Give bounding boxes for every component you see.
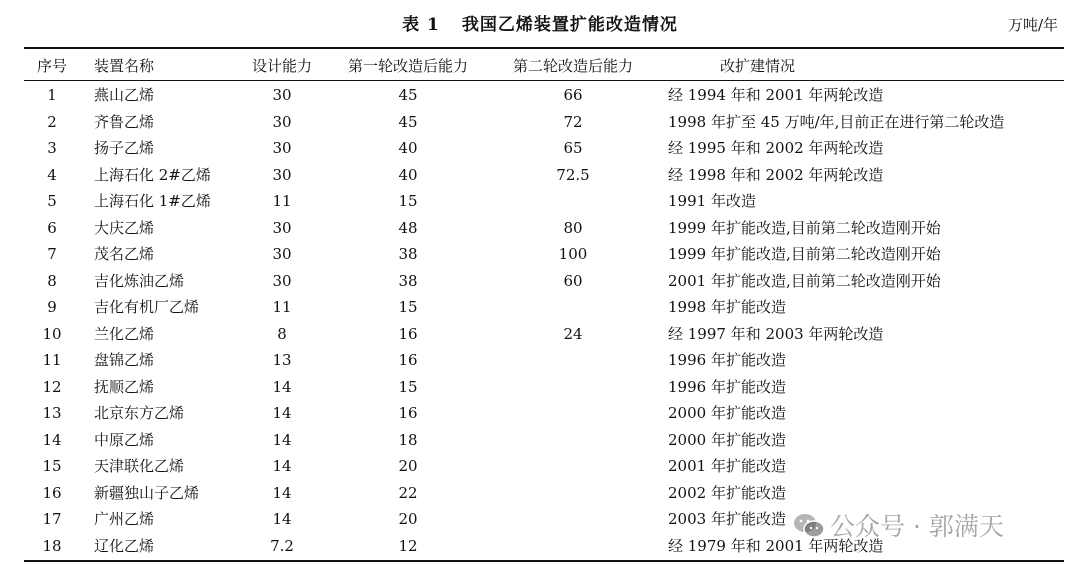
row-capacity: 13 bbox=[272, 351, 292, 369]
row-round2: 60 bbox=[563, 271, 583, 290]
row-index: 6 bbox=[47, 218, 57, 237]
row-note: 经 1979 年和 2001 年两轮改造 bbox=[668, 536, 884, 555]
row-capacity: 30 bbox=[272, 86, 292, 104]
table-row bbox=[0, 480, 1080, 506]
row-round1: 38 bbox=[398, 245, 418, 263]
row-capacity: 14 bbox=[272, 483, 292, 502]
table-row bbox=[0, 268, 1080, 294]
row-note: 1999 年扩能改造,目前第二轮改造刚开始 bbox=[668, 245, 941, 263]
row-note: 1998 年扩能改造 bbox=[668, 298, 786, 316]
row-index: 15 bbox=[42, 457, 62, 475]
row-note: 1999 年扩能改造,目前第二轮改造刚开始 bbox=[668, 218, 941, 237]
row-round1: 22 bbox=[398, 483, 418, 502]
row-note: 1991 年改造 bbox=[668, 192, 756, 210]
row-name: 吉化有机厂乙烯 bbox=[94, 298, 200, 316]
table-header bbox=[0, 53, 1080, 79]
row-index: 2 bbox=[47, 112, 57, 131]
row-round1: 15 bbox=[398, 298, 418, 316]
row-name: 茂名乙烯 bbox=[94, 245, 155, 263]
row-note: 经 1995 年和 2002 年两轮改造 bbox=[668, 139, 884, 157]
row-name: 盘锦乙烯 bbox=[94, 351, 155, 369]
row-index: 16 bbox=[42, 483, 62, 502]
row-index: 10 bbox=[42, 324, 62, 343]
watermark bbox=[792, 510, 1004, 544]
row-name: 辽化乙烯 bbox=[94, 536, 155, 555]
row-note: 2001 年扩能改造 bbox=[668, 457, 786, 475]
table-row bbox=[0, 162, 1080, 188]
row-name: 扬子乙烯 bbox=[94, 139, 155, 157]
row-capacity: 30 bbox=[272, 218, 292, 237]
row-capacity: 11 bbox=[272, 192, 292, 210]
table-row bbox=[0, 135, 1080, 161]
row-round2: 72 bbox=[563, 112, 583, 131]
row-index: 5 bbox=[47, 192, 57, 210]
row-round1: 12 bbox=[398, 536, 418, 555]
row-capacity: 30 bbox=[272, 112, 292, 131]
row-name: 天津联化乙烯 bbox=[94, 457, 185, 475]
row-round1: 45 bbox=[398, 112, 418, 131]
row-index: 9 bbox=[47, 298, 57, 316]
row-note: 1996 年扩能改造 bbox=[668, 351, 786, 369]
table-row bbox=[0, 427, 1080, 453]
row-name: 上海石化 2#乙烯 bbox=[94, 165, 211, 184]
header-note: 改扩建情况 bbox=[720, 57, 796, 75]
row-note: 2001 年扩能改造,目前第二轮改造刚开始 bbox=[668, 271, 941, 290]
row-note: 2000 年扩能改造 bbox=[668, 430, 786, 449]
row-note: 1996 年扩能改造 bbox=[668, 377, 786, 396]
header-name: 装置名称 bbox=[94, 57, 155, 75]
row-capacity: 7.2 bbox=[270, 536, 294, 555]
row-round1: 48 bbox=[398, 218, 418, 237]
table-caption: 我国乙烯装置扩能改造情况 bbox=[461, 15, 678, 35]
row-round1: 45 bbox=[398, 86, 418, 104]
row-index: 17 bbox=[42, 510, 62, 528]
top-rule bbox=[24, 47, 1064, 49]
row-index: 18 bbox=[42, 536, 62, 555]
row-note: 经 1998 年和 2002 年两轮改造 bbox=[668, 165, 884, 184]
row-index: 3 bbox=[47, 139, 57, 157]
header-rule bbox=[24, 80, 1064, 81]
table-row bbox=[0, 321, 1080, 347]
table-row bbox=[0, 453, 1080, 479]
row-name: 广州乙烯 bbox=[94, 510, 155, 528]
row-capacity: 11 bbox=[272, 298, 292, 316]
row-round1: 18 bbox=[398, 430, 418, 449]
row-round2: 66 bbox=[563, 86, 583, 104]
header-capacity: 设计能力 bbox=[251, 57, 312, 75]
watermark-text: 公众号 · 郭满天 bbox=[830, 512, 1004, 541]
table-row bbox=[0, 215, 1080, 241]
row-capacity: 14 bbox=[272, 404, 292, 422]
table-title bbox=[0, 10, 1080, 35]
row-name: 新疆独山子乙烯 bbox=[94, 483, 200, 502]
row-capacity: 14 bbox=[272, 457, 292, 475]
row-capacity: 30 bbox=[272, 271, 292, 290]
bottom-rule bbox=[24, 560, 1064, 562]
row-capacity: 30 bbox=[272, 139, 292, 157]
row-capacity: 8 bbox=[277, 324, 287, 343]
row-round1: 16 bbox=[398, 324, 418, 343]
row-name: 中原乙烯 bbox=[94, 430, 155, 449]
table-row bbox=[0, 400, 1080, 426]
row-round1: 40 bbox=[398, 165, 418, 184]
row-capacity: 30 bbox=[272, 165, 292, 184]
row-round2: 80 bbox=[563, 218, 583, 237]
row-index: 11 bbox=[42, 351, 62, 369]
row-round1: 15 bbox=[398, 192, 418, 210]
row-name: 大庆乙烯 bbox=[94, 218, 155, 237]
row-note: 经 1997 年和 2003 年两轮改造 bbox=[668, 324, 884, 343]
row-capacity: 14 bbox=[272, 510, 292, 528]
table-row bbox=[0, 109, 1080, 135]
row-note: 1998 年扩至 45 万吨/年,目前正在进行第二轮改造 bbox=[668, 112, 1005, 131]
table-row bbox=[0, 82, 1080, 108]
header-round2: 第二轮改造后能力 bbox=[512, 57, 633, 75]
row-round1: 15 bbox=[398, 377, 418, 396]
table-row bbox=[0, 374, 1080, 400]
row-note: 2003 年扩能改造 bbox=[668, 510, 786, 528]
row-capacity: 30 bbox=[272, 245, 292, 263]
row-round1: 20 bbox=[398, 457, 418, 475]
wechat-icon bbox=[792, 512, 826, 540]
row-index: 8 bbox=[47, 271, 57, 290]
row-index: 14 bbox=[42, 430, 62, 449]
row-index: 4 bbox=[47, 165, 57, 184]
row-name: 燕山乙烯 bbox=[94, 86, 155, 104]
row-index: 13 bbox=[42, 404, 62, 422]
row-name: 齐鲁乙烯 bbox=[94, 112, 155, 131]
row-round2: 100 bbox=[558, 245, 588, 263]
row-round2: 24 bbox=[563, 324, 583, 343]
row-index: 12 bbox=[42, 377, 62, 396]
row-round1: 40 bbox=[398, 139, 418, 157]
row-index: 7 bbox=[47, 245, 57, 263]
row-capacity: 14 bbox=[272, 377, 292, 396]
row-round2: 65 bbox=[563, 139, 583, 157]
row-capacity: 14 bbox=[272, 430, 292, 449]
row-round1: 20 bbox=[398, 510, 418, 528]
row-note: 经 1994 年和 2001 年两轮改造 bbox=[668, 86, 884, 104]
row-name: 兰化乙烯 bbox=[94, 324, 155, 343]
row-index: 1 bbox=[47, 86, 57, 104]
row-note: 2002 年扩能改造 bbox=[668, 483, 786, 502]
table-row bbox=[0, 347, 1080, 373]
row-name: 北京东方乙烯 bbox=[94, 404, 185, 422]
header-index: 序号 bbox=[36, 57, 67, 75]
row-name: 上海石化 1#乙烯 bbox=[94, 192, 211, 210]
row-name: 吉化炼油乙烯 bbox=[94, 271, 185, 290]
row-round1: 16 bbox=[398, 351, 418, 369]
row-name: 抚顺乙烯 bbox=[94, 377, 155, 396]
unit-label: 万吨/年 bbox=[1007, 16, 1058, 34]
row-round1: 38 bbox=[398, 271, 418, 290]
table-number: 表 1 bbox=[402, 15, 440, 35]
table-row bbox=[0, 294, 1080, 320]
header-round1: 第一轮改造后能力 bbox=[347, 57, 468, 75]
table-row bbox=[0, 188, 1080, 214]
row-note: 2000 年扩能改造 bbox=[668, 404, 786, 422]
table-row bbox=[0, 241, 1080, 267]
row-round1: 16 bbox=[398, 404, 418, 422]
row-round2: 72.5 bbox=[556, 165, 590, 184]
